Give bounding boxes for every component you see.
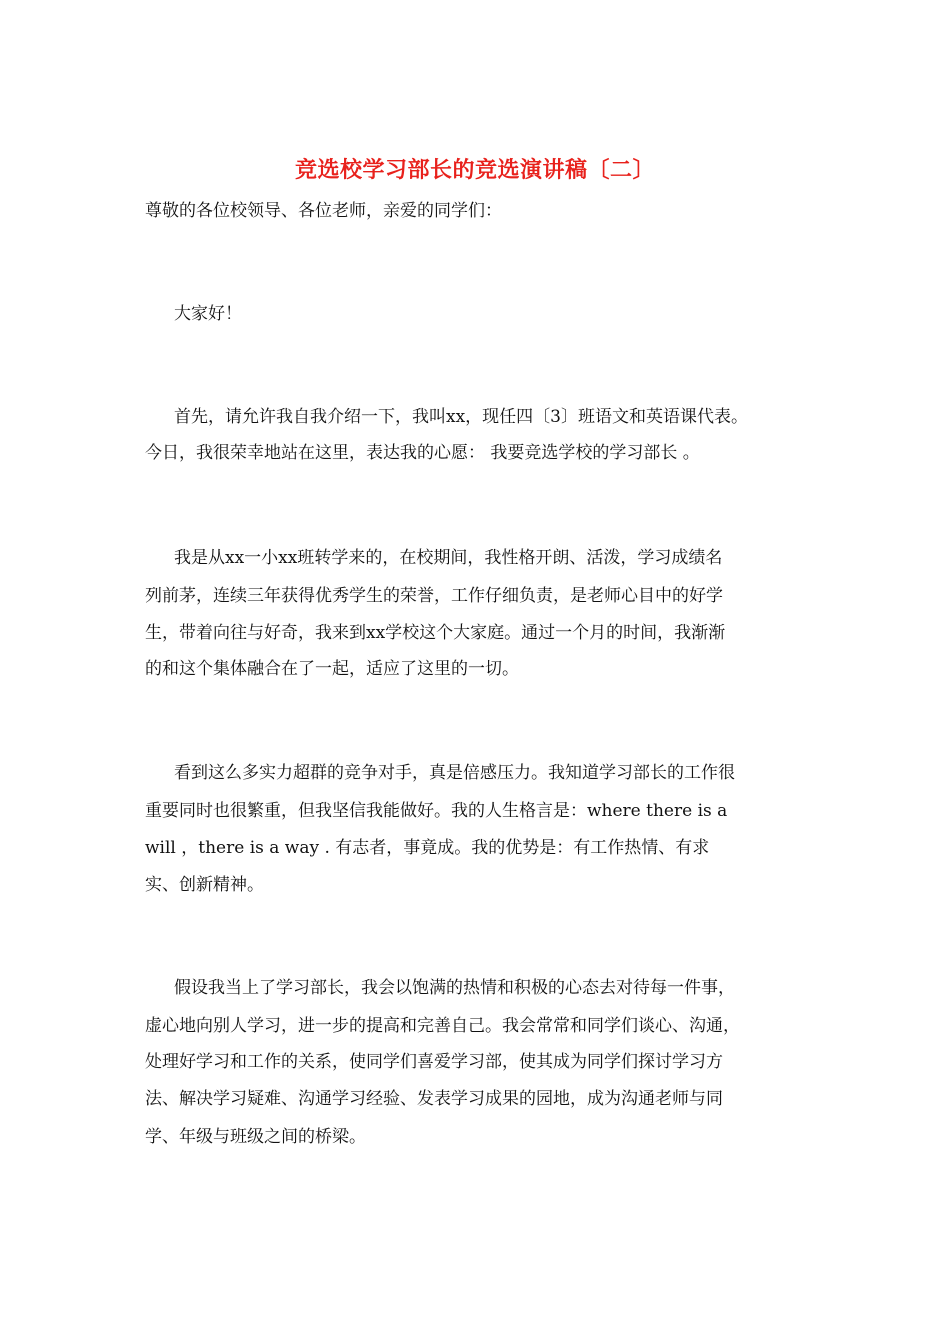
paragraph-line: 生，带着向往与好奇，我来到xx学校这个大家庭。通过一个月的时间，我渐渐 <box>145 623 726 643</box>
document-title: 竞选校学习部长的竞选演讲稿〔二〕 <box>294 157 655 183</box>
greeting: 大家好！ <box>174 304 242 324</box>
paragraph-line: 假设我当上了学习部长，我会以饱满的热情和积极的心态去对待每一件事， <box>174 978 735 998</box>
paragraph-line: 今日，我很荣幸地站在这里，表达我的心愿： 我要竞选学校的学习部长 。 <box>145 443 700 463</box>
paragraph-line: 列前茅，连续三年获得优秀学生的荣誉，工作仔细负责，是老师心目中的好学 <box>145 586 723 606</box>
paragraph-line: 首先，请允许我自我介绍一下，我叫xx，现任四〔3〕班语文和英语课代表。 <box>174 407 748 427</box>
paragraph-line: will ，there is a way . 有志者，事竟成。我的优势是：有工作热情、有求 <box>145 838 710 858</box>
paragraph-line: 处理好学习和工作的关系，使同学们喜爱学习部，使其成为同学们探讨学习方 <box>145 1052 723 1072</box>
paragraph-line: 看到这么多实力超群的竞争对手，真是倍感压力。我知道学习部长的工作很 <box>174 763 735 783</box>
paragraph-line: 学、年级与班级之间的桥梁。 <box>145 1127 366 1147</box>
paragraph-line: 重要同时也很繁重，但我坚信我能做好。我的人生格言是：where there is a <box>145 801 728 821</box>
paragraph-line: 虚心地向别人学习，进一步的提高和完善自己。我会常常和同学们谈心、沟通， <box>145 1016 740 1036</box>
paragraph-line: 我是从xx一小xx班转学来的，在校期间，我性格开朗、活泼，学习成绩名 <box>174 548 723 568</box>
paragraph-line: 实、创新精神。 <box>145 875 264 895</box>
salutation: 尊敬的各位校领导、各位老师，亲爱的同学们： <box>145 201 502 221</box>
paragraph-line: 法、解决学习疑难、沟通学习经验、发表学习成果的园地，成为沟通老师与同 <box>145 1089 723 1109</box>
paragraph-line: 的和这个集体融合在了一起，适应了这里的一切。 <box>145 659 519 679</box>
